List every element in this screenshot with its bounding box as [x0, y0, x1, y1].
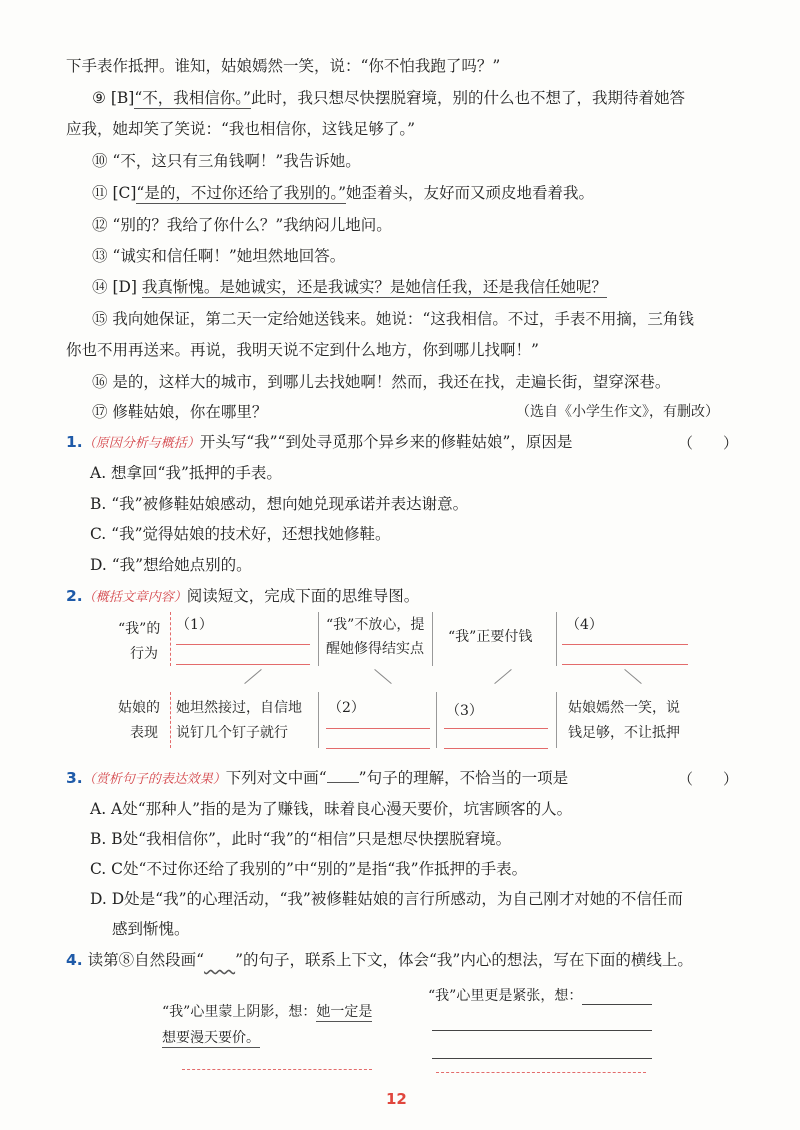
q4-right-thought: “我”心里更是紧张，想： — [428, 988, 583, 1004]
para-num: ⑨ — [92, 89, 106, 107]
divider — [432, 612, 433, 666]
source-citation: （选自《小学生作文》，有删改） — [516, 404, 719, 420]
row2-label-2: 表现 — [130, 725, 158, 741]
paragraph-9 — [92, 88, 685, 108]
q1-option-b[interactable]: B. “我”被修鞋姑娘感动，想向她兑现承诺并表达谢意。 — [90, 495, 469, 513]
row2-cell-1-line1: 她坦然接过，自信地 — [176, 700, 302, 716]
answer-line-4b[interactable] — [562, 664, 688, 665]
page-number: 12 — [386, 1090, 407, 1108]
divider — [318, 612, 319, 666]
answer-line-r2[interactable] — [432, 1058, 652, 1059]
row2-cell-3-label: （3） — [446, 703, 483, 719]
q1-option-a[interactable]: A. 想拿回“我”抵押的手表。 — [90, 464, 282, 482]
q3-option-b[interactable]: B. B处“我相信你”，此时“我”的“相信”只是想尽快摆脱窘境。 — [90, 830, 512, 848]
row2-label-1: 姑娘的 — [118, 700, 160, 716]
question-text: 阅读短文，完成下面的思维导图。 — [186, 587, 420, 605]
question-number: 3. — [66, 769, 83, 787]
answer-line-r1[interactable] — [432, 1030, 652, 1031]
para-text: 此时，我只想尽快摆脱窘境，别的什么也不想了，我期待着她答 — [250, 89, 685, 107]
answer-line-4a[interactable] — [562, 644, 688, 645]
question-tag: （概括文章内容） — [82, 590, 187, 605]
paragraph-9-line2: 应我，她却笑了笑说：“我也相信你，这钱足够了。” — [66, 120, 416, 138]
connector — [244, 669, 261, 684]
question-text-post: ”的句子，联系上下文，体会“我”内心的想法，写在下面的横线上。 — [235, 951, 693, 969]
question-text-pre: 下列对文中画“ — [225, 769, 327, 787]
q3-option-d[interactable]: D. D处是“我”的心理活动，“我”被修鞋姑娘的言行所感动，为自己刚才对她的不信任而 — [90, 890, 683, 908]
q1-option-c[interactable]: C. “我”觉得姑娘的技术好，还想找她修鞋。 — [90, 525, 391, 543]
connector — [374, 669, 391, 684]
q3-option-a[interactable]: A. A处“那种人”指的是为了赚钱，昧着良心漫天要价，坑害顾客的人。 — [90, 800, 573, 818]
row1-label-2: 行为 — [130, 646, 158, 662]
connector — [494, 669, 511, 684]
paragraph-15-line2: 你也不用再送来。再说，我明天说不定到什么地方，你到哪儿找啊！” — [66, 341, 539, 359]
answer-line-3a[interactable] — [444, 728, 548, 729]
row1-cell-4-label: （4） — [566, 617, 603, 633]
paragraph-14 — [92, 277, 607, 297]
underlined-quote-c: “是的，不过你还给了我别的。” — [136, 184, 347, 202]
question-number: 2. — [66, 587, 83, 605]
q1-option-d[interactable]: D. “我”想给她点别的。 — [90, 556, 252, 574]
row2-cell-4-line1: 姑娘嫣然一笑，说 — [568, 700, 680, 716]
row1-cell-3: “我”正要付钱 — [448, 629, 533, 645]
question-number: 4. — [66, 951, 83, 969]
paragraph-11 — [92, 183, 594, 203]
row2-cell-1-line2: 说钉几个钉子就行 — [176, 725, 288, 741]
answer-line-1b[interactable] — [176, 664, 310, 665]
wavy-sample — [204, 951, 235, 969]
question-tag: （原因分析与概括） — [82, 436, 200, 451]
paragraph-15: ⑮ 我向她保证，第二天一定给她送钱来。她说：“这我相信。不过，手表不用摘，三角钱 — [92, 310, 694, 328]
para-num: ⑭ — [92, 278, 108, 296]
story-continuation: 下手表作抵押。谁知，姑娘嫣然一笑，说：“你不怕我跑了吗？” — [66, 57, 501, 75]
answer-line-r0[interactable] — [582, 1004, 652, 1005]
divider — [556, 612, 557, 666]
divider — [318, 692, 319, 748]
q3-option-c[interactable]: C. C处“不过你还给了我别的”中“别的”是指“我”作抵押的手表。 — [90, 860, 528, 878]
answer-line-2b[interactable] — [326, 748, 430, 749]
divider — [436, 692, 437, 748]
q3-option-d-cont: 感到惭愧。 — [112, 920, 190, 938]
answer-line-3b[interactable] — [444, 748, 548, 749]
divider — [170, 612, 171, 666]
q4-left-prefix: “我”心里蒙上阴影，想： — [162, 1004, 317, 1020]
label-c: [C] — [112, 184, 137, 202]
underlined-sentence-d: 我真惭愧。是她诚实，还是我诚实？是她信任我，还是我信任她呢？ — [141, 278, 607, 296]
paragraph-10: ⑩ “不，这只有三角钱啊！”我告诉她。 — [92, 152, 361, 170]
q4-left-answer-2: 想要漫天要价。 — [162, 1030, 260, 1046]
label-b: [B] — [110, 89, 135, 107]
row1-label-1: “我”的 — [118, 621, 161, 637]
paragraph-17: ⑰ 修鞋姑娘，你在哪里？ — [92, 403, 268, 421]
answer-line-2a[interactable] — [326, 728, 430, 729]
row2-cell-4-line2: 钱足够，不让抵押 — [568, 725, 680, 741]
row2-cell-2-label: （2） — [328, 700, 365, 716]
paragraph-13: ⑬ “诚实和信任啊！”她坦然地回答。 — [92, 247, 346, 265]
divider — [170, 692, 171, 748]
paragraph-12: ⑫ “别的？我给了你什么？”我纳闷儿地问。 — [92, 216, 392, 234]
para-num: ⑪ — [92, 184, 108, 202]
label-d: [D] — [112, 278, 137, 296]
row1-cell-2-line1: “我”不放心，提 — [326, 617, 425, 633]
decor-line — [436, 1072, 646, 1073]
para-text: 她歪着头，友好而又顽皮地看着我。 — [346, 184, 595, 202]
question-2 — [66, 586, 419, 608]
divider — [556, 692, 557, 748]
decor-line — [182, 1069, 372, 1070]
underline-sample — [327, 781, 359, 783]
question-4 — [66, 950, 693, 970]
row1-cell-1-label: （1） — [176, 617, 213, 633]
paragraph-16: ⑯ 是的，这样大的城市，到哪儿去找她啊！然而，我还在找，走遍长街，望穿深巷。 — [92, 373, 671, 391]
q4-left-thought — [162, 1001, 372, 1023]
answer-paren[interactable]: （ ） — [678, 770, 739, 788]
question-1 — [66, 432, 572, 454]
connector — [624, 669, 641, 684]
question-text: 开头写“我”“到处寻觅那个异乡来的修鞋姑娘”，原因是 — [199, 433, 573, 451]
answer-paren[interactable]: （ ） — [678, 434, 739, 452]
question-3 — [66, 768, 568, 790]
underlined-quote-b: “不，我相信你。” — [134, 89, 251, 107]
question-text-pre: 读第⑧自然段画“ — [87, 951, 205, 969]
question-tag: （赏析句子的表达效果） — [82, 772, 226, 787]
q4-left-thought-line2 — [162, 1027, 260, 1049]
row1-cell-2-line2: 醒她修得结实点 — [326, 641, 424, 657]
q4-left-answer-1: 她一定是 — [316, 1004, 373, 1020]
question-number: 1. — [66, 433, 83, 451]
question-text-post: ”句子的理解，不恰当的一项是 — [358, 769, 569, 787]
answer-line-1a[interactable] — [176, 644, 310, 645]
